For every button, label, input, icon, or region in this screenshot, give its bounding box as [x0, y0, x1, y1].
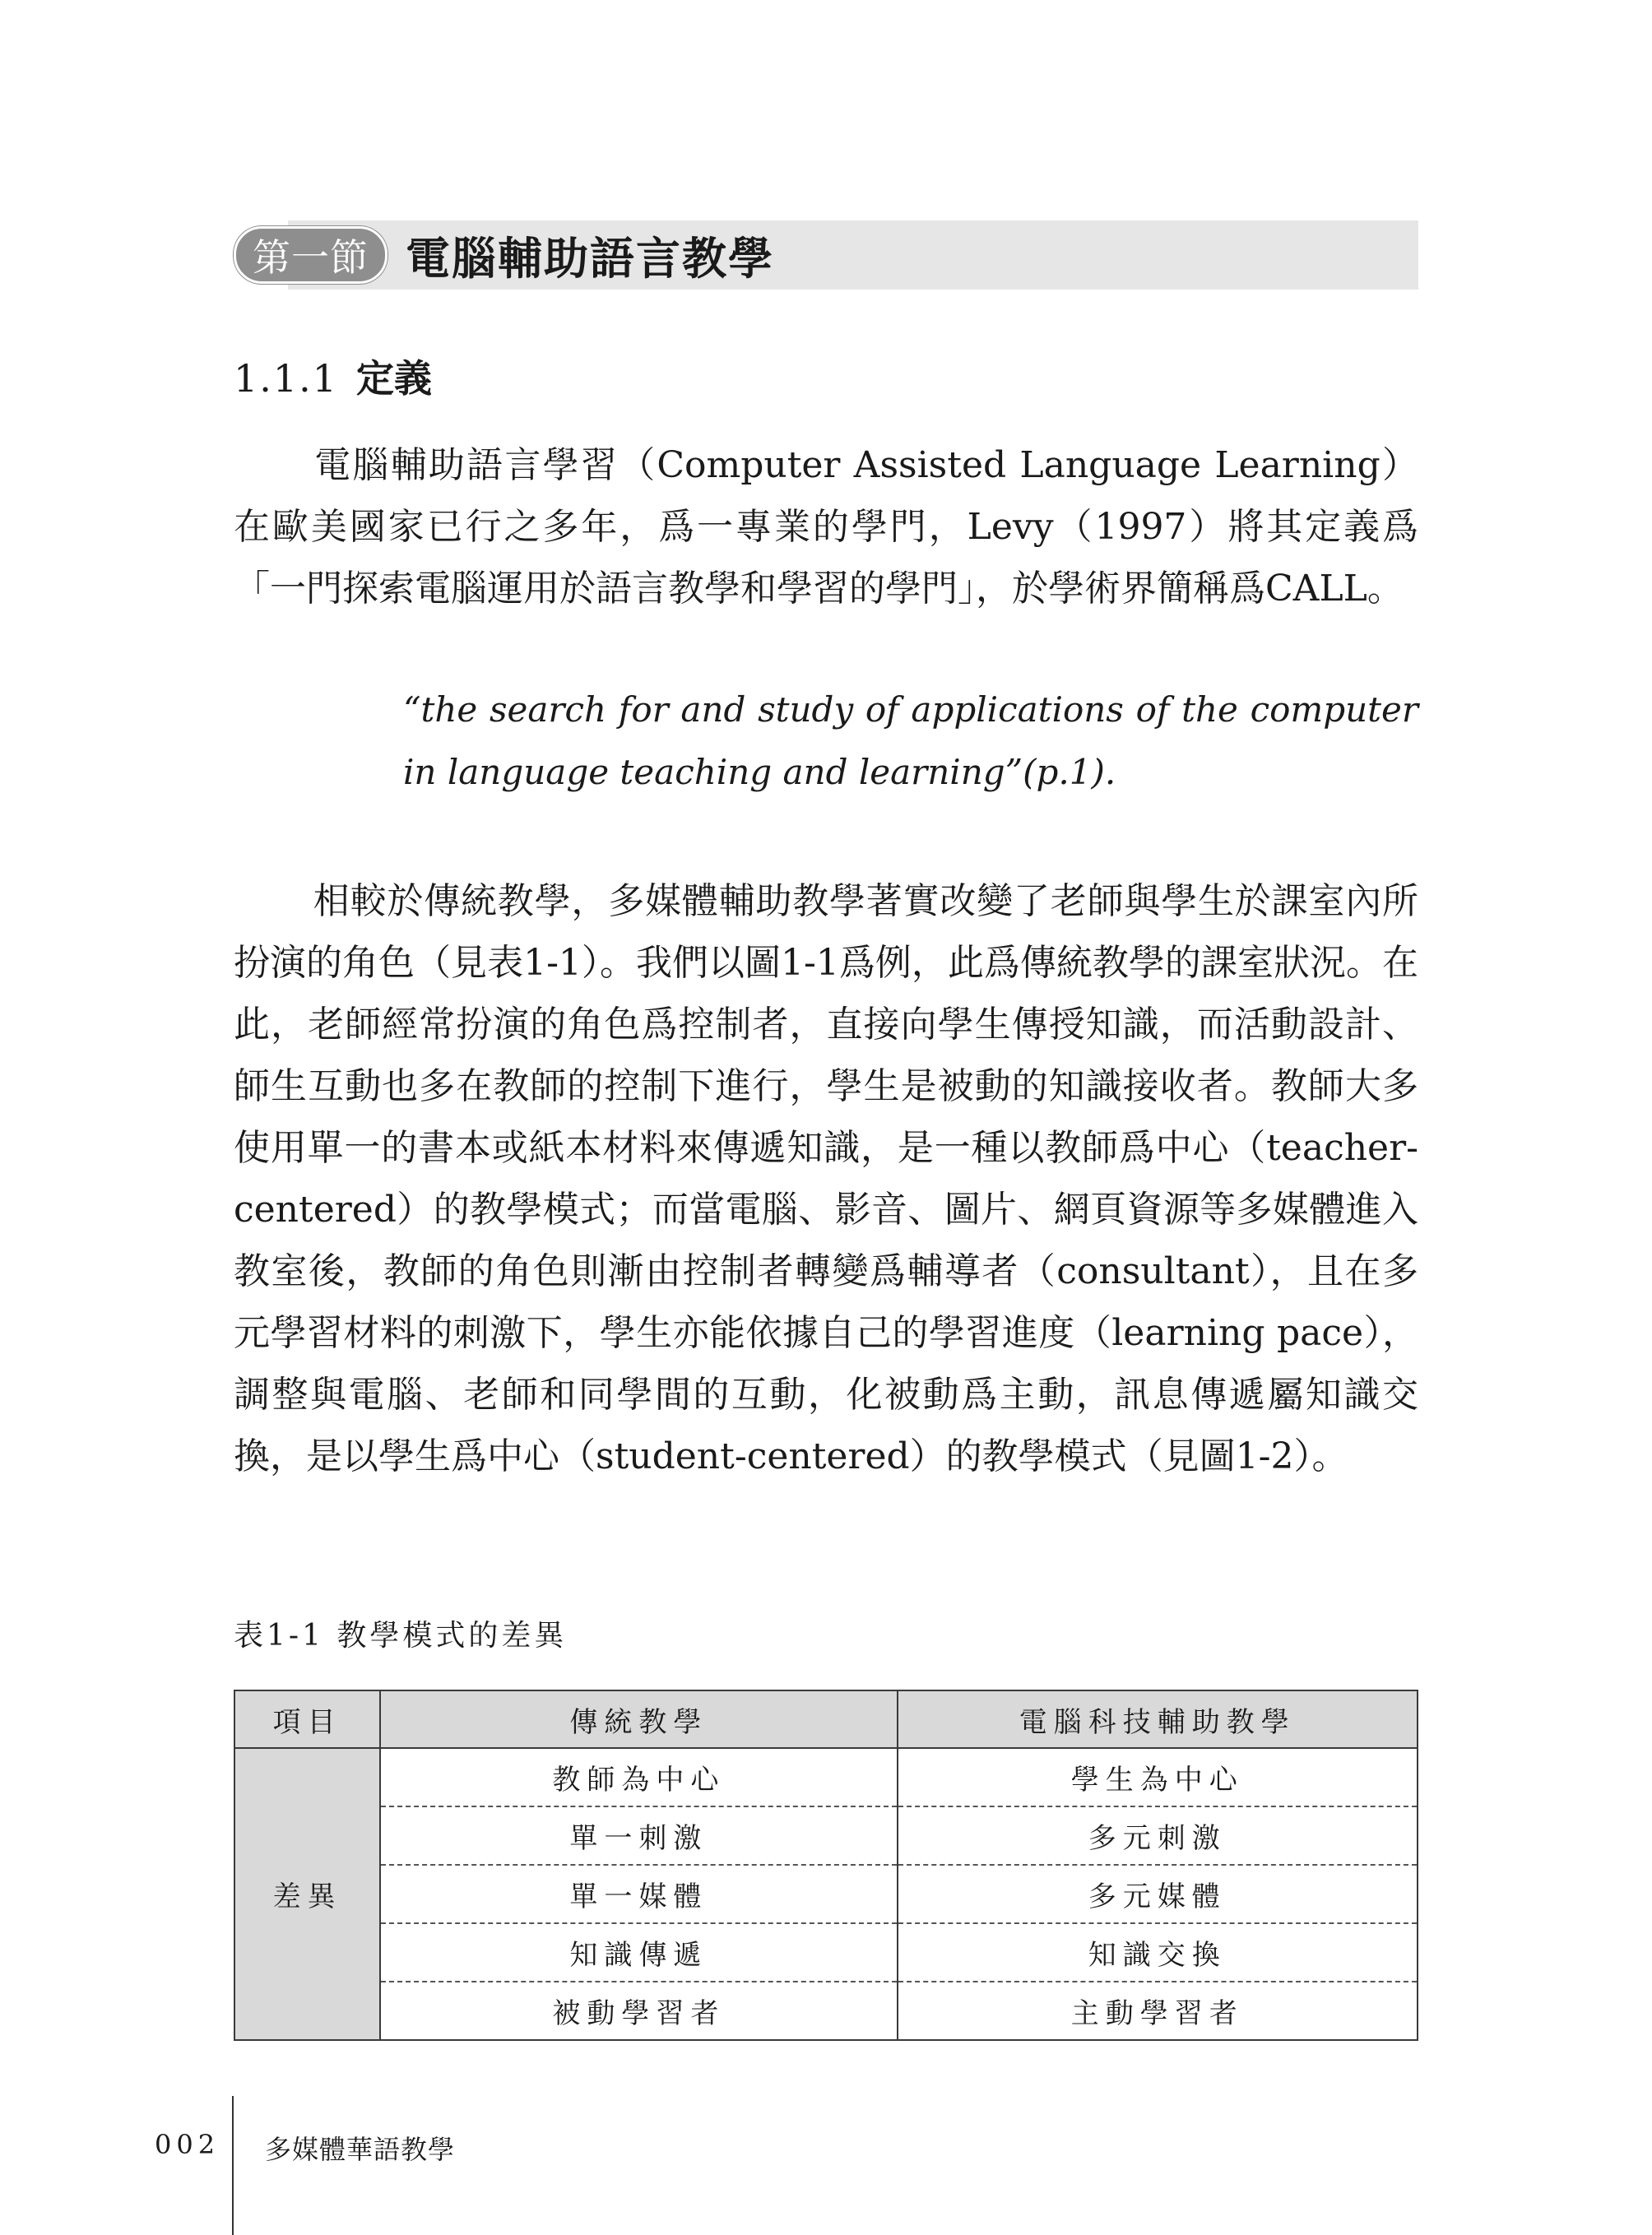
page-number: 002	[155, 2129, 220, 2160]
definition-paragraph	[234, 434, 1418, 619]
table-row	[234, 1923, 1418, 1982]
comparison-paragraph-text: 相較於傳統教學，多媒體輔助教學著實改變了老師與學生於課室內所扮演的角色（見表1-1）。我們以圖1-1爲例，此爲傳統教學的課室狀況。在此，老師經常扮演的角色爲控制者，直接向學生傳授知識，而活動設計、師生互動也多在教師的控制下進行，學生是被動的知識接收者。教師大多使用單一的書本或紙本材料來傳遞知識，是一種以教師爲中心（teacher-centered）的教學模式；而當電腦、影音、圖片、網頁資源等多媒體進入教室後，教師的角色則漸由控制者轉變爲輔導者（consultant），且在多元學習材料的刺激下，學生亦能依據自己的學習進度（learning pace），調整與電腦、老師和同學間的互動，化被動爲主動，訊息傳遞屬知識交換，是以學生爲中心（student-centered）的教學模式（見圖1-2）。	[234, 880, 1418, 1477]
table-row	[234, 1748, 1418, 1806]
table-row	[234, 1982, 1418, 2040]
section-title: 電腦輔助語言教學	[406, 231, 774, 285]
table-cell: 教師為中心	[380, 1748, 897, 1806]
definition-paragraph-text: 電腦輔助語言學習（Computer Assisted Language Learning）在歐美國家已行之多年，爲一專業的學門，Levy（1997）將其定義爲「一門探索電腦運用於語言教學和學習的學門」，於學術界簡稱爲CALL。	[234, 444, 1418, 610]
table-cell: 被動學習者	[380, 1982, 897, 2040]
subsection-number: 1.1.1	[234, 356, 339, 401]
table-header-row	[234, 1690, 1418, 1748]
table-cell: 知識交換	[898, 1923, 1418, 1982]
comparison-paragraph	[234, 870, 1418, 1487]
book-title: 多媒體華語教學	[265, 2134, 456, 2165]
row-label-difference: 差異	[234, 1748, 380, 2040]
subsection-heading	[234, 349, 432, 403]
header-item: 項目	[234, 1690, 380, 1748]
table-caption: 表1-1 教學模式的差異	[234, 1619, 568, 1653]
header-computer-assisted: 電腦科技輔助教學	[898, 1690, 1418, 1748]
section-header	[234, 220, 1418, 290]
levy-quote: “the search for and study of applications of the computer in language teaching and learning”(p.1).	[403, 689, 1418, 792]
table-cell: 主動學習者	[898, 1982, 1418, 2040]
table-row	[234, 1865, 1418, 1923]
footer-divider	[232, 2096, 234, 2235]
teaching-mode-table	[234, 1690, 1418, 2041]
table-cell: 多元媒體	[898, 1865, 1418, 1923]
table-cell: 多元刺激	[898, 1806, 1418, 1865]
table-cell: 知識傳遞	[380, 1923, 897, 1982]
table-cell: 學生為中心	[898, 1748, 1418, 1806]
table-row	[234, 1806, 1418, 1865]
section-number-badge: 第一節	[234, 226, 387, 284]
header-traditional: 傳統教學	[380, 1690, 897, 1748]
table-cell: 單一刺激	[380, 1806, 897, 1865]
table-cell: 單一媒體	[380, 1865, 897, 1923]
subsection-title: 定義	[356, 356, 433, 401]
